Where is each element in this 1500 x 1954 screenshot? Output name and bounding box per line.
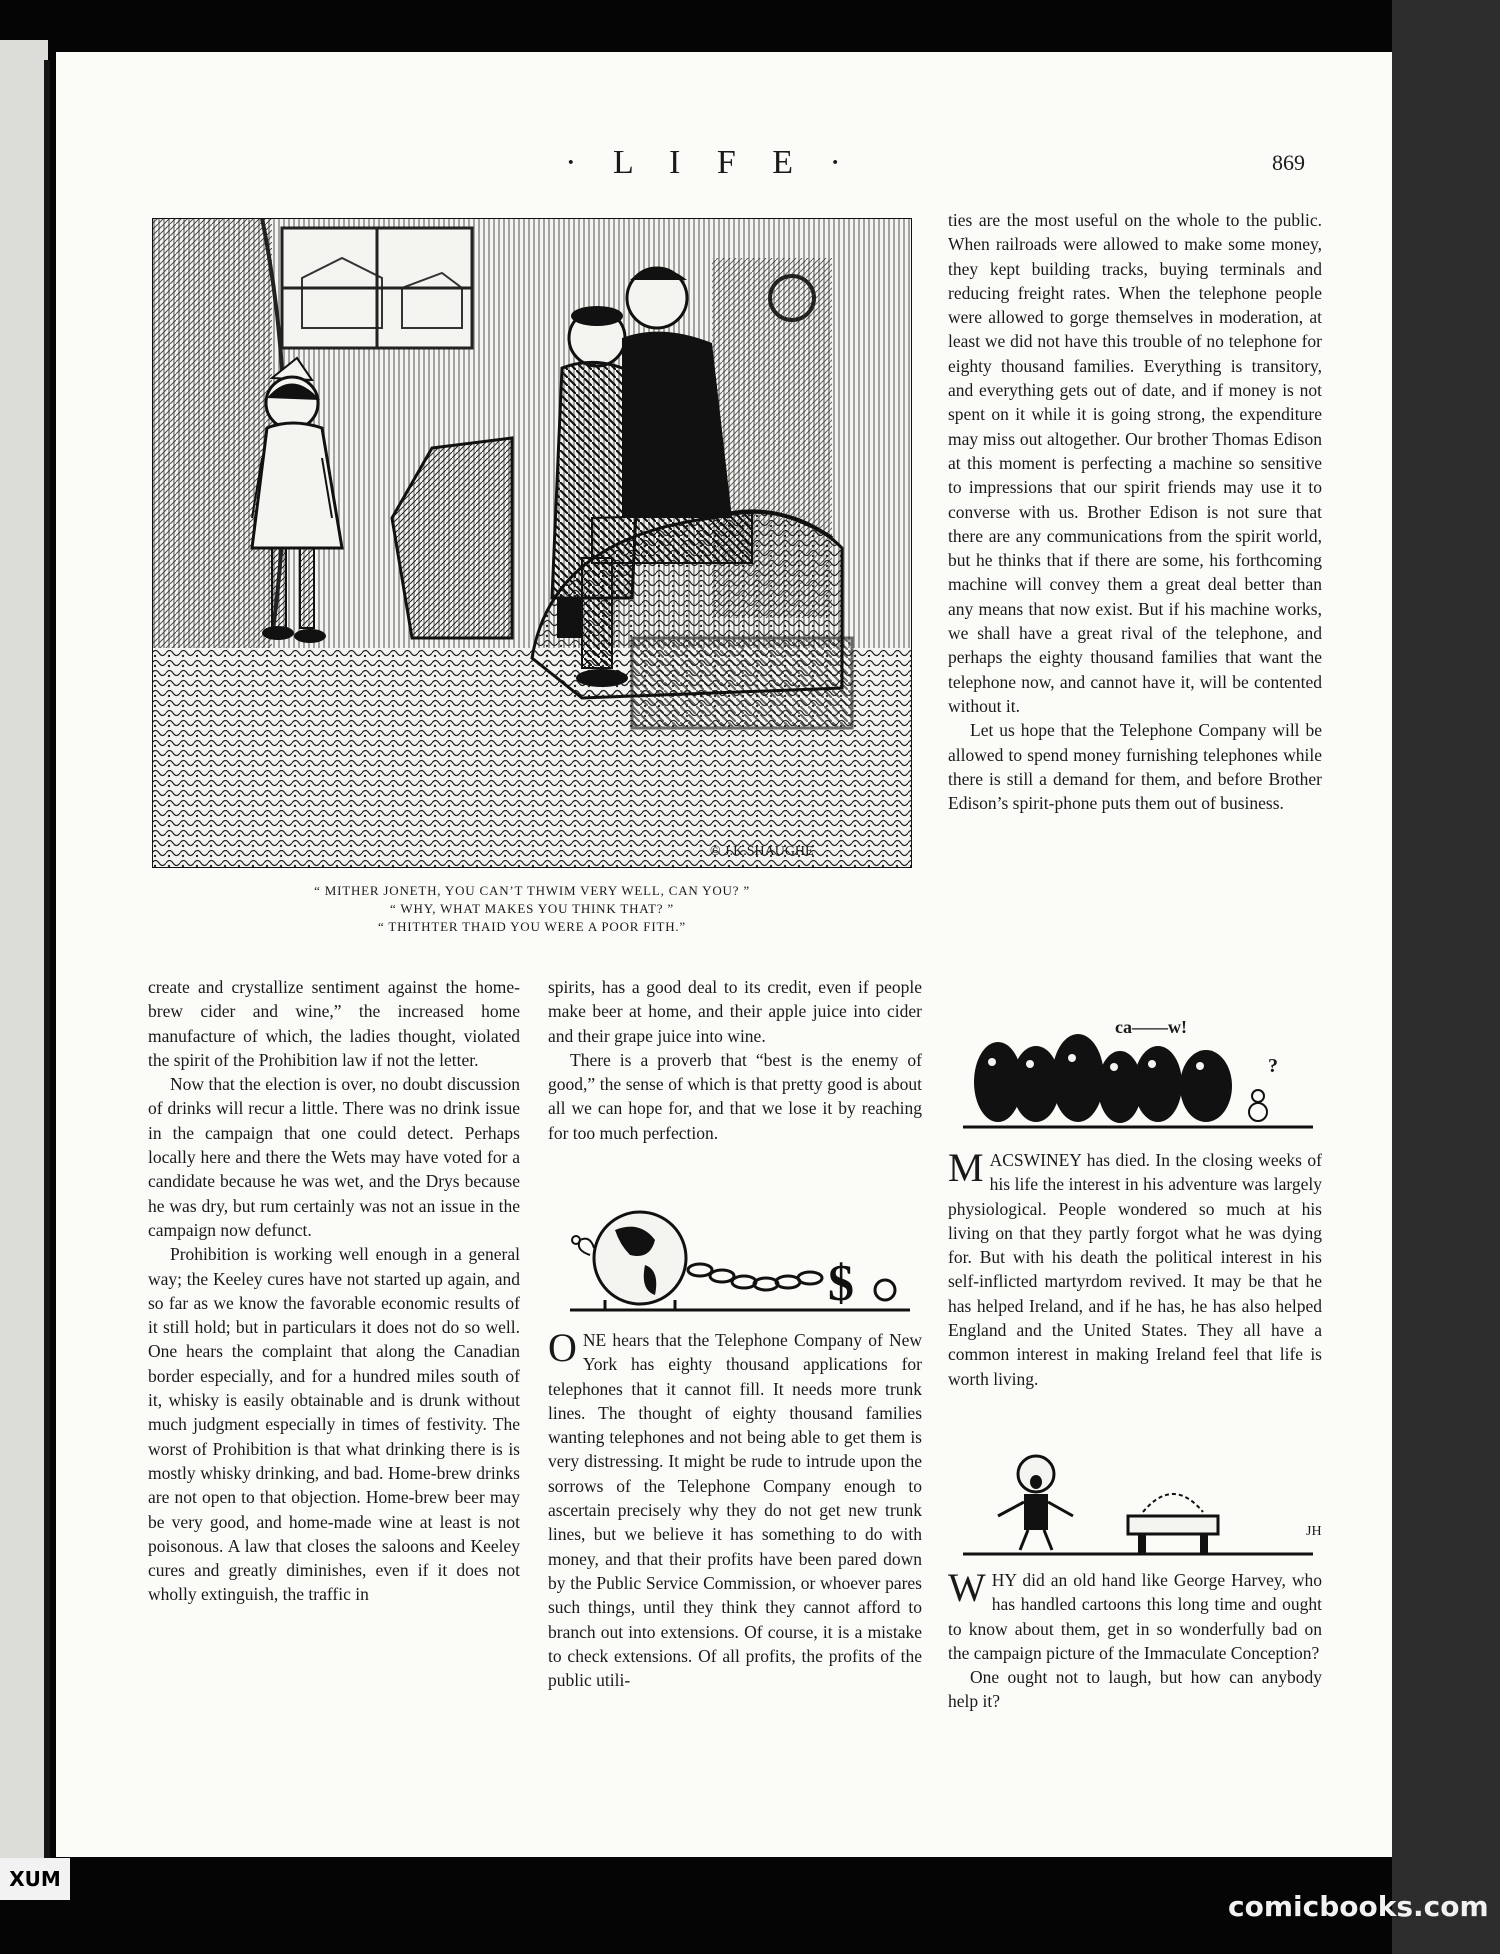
masthead: · L I F E · (565, 144, 855, 181)
drop-cap-o: O (548, 1325, 577, 1370)
col2-paragraph-3: ONE hears that the Telephone Company of New York has eighty thousand applications for telephones that it cannot fill. It needs more trunk lines. The thought of eighty thousand families wanting telephones and not being able to get them is very distressing. It might be rude to intrude upon the sorrows of the Telephone Company enough to ascertain precisely why they do not get new trunk lines, but we believe it has something to do with money, and that their profits have been pared down by the Public Service Commission, or whoever pares such things, until they think they cannot afford to branch out into extensions. Of course, it is a mistake to check extensions. Of all profits, the profits of the public utili- (548, 1325, 922, 1691)
svg-text:$: $ (828, 1255, 854, 1312)
col3-paragraph-4: WHY did an old hand like George Harvey, who has handled cartoons this long time and ought to know about them, get in so wonderfully bad on the campaign picture of the Immaculate Conception? (948, 1565, 1322, 1663)
col3-paragraph-2: Let us hope that the Telephone Company will be allowed to spend money furnishing telephones while there is still a demand for them, and before Brother Edison’s spirit-phone puts them out of business. (948, 720, 1322, 814)
drop-cap-m: M (948, 1145, 984, 1190)
col1-paragraph-1: create and crystallize sentiment against the home-brew cider and wine,” the increased home manufacture of which, the ladies thought, violated the spirit of the Prohibition law if not the letter. (148, 977, 520, 1070)
crow-speech: ca——w! (1115, 1017, 1187, 1037)
adjacent-page-edge (0, 40, 48, 1885)
globe-chain-drawing (560, 1200, 920, 1320)
column-3-harvey (948, 1565, 1322, 1714)
col1-paragraph-2: Now that the election is over, no doubt discussion of drinks will recur a little. There was no drink issue in the campaign that one could detect. Perhaps locally here and there the Wets may have voted for a candidate because he was wet, and the Drys because he was dry, but rum certainly was not an issue in the campaign now defunct. (148, 1074, 520, 1240)
scan-badge: XUM (0, 1858, 70, 1900)
cartoon-caption (152, 882, 912, 936)
caption-line-1: “ MITHER JONETH, YOU CAN’T THWIM VERY WELL, CAN YOU? ” (314, 883, 750, 898)
drawing-signature: JH (1306, 1524, 1322, 1539)
col2-paragraph-2: There is a proverb that “best is the enemy of good,” the sense of which is that pretty good is about all we can hope for, and that we lose it by reaching for too much perfection. (548, 1049, 922, 1143)
caption-line-2: “ WHY, WHAT MAKES YOU THINK THAT? ” (390, 901, 674, 916)
drop-cap-w: W (948, 1565, 986, 1610)
column-2-telephone (548, 1325, 922, 1692)
col3-paragraph-5: One ought not to laugh, but how can anybody help it? (948, 1667, 1322, 1712)
site-watermark: comicbooks.com (1228, 1890, 1489, 1923)
column-3 (948, 208, 1322, 815)
column-2 (548, 975, 922, 1145)
col3-paragraph-3: MACSWINEY has died. In the closing weeks of his life the interest in his adventure was largely physiological. People wondered so much at his living on that they partly forgot what he was dying for. But with his death the political interest in his self-inflicted martyrdom revived. It may be that he has helped Ireland, and if he has, he has also helped England and the United States. They all have a common interest in making Ireland feel that life is worth living. (948, 1145, 1322, 1389)
col3-paragraph-1: ties are the most useful on the whole to the public. When railroads were allowed to make some money, they kept building tracks, buying terminals and reducing freight rates. When the telephone people were allowed to gorge themselves in moderation, at least we did not have this trouble of no telephone for eighty thousand families. Everything is transitory, and everything gets out of date, and if money is not spent on it while it is going strong, the expenditure may miss out altogether. Our brother Thomas Edison at this moment is perfecting a machine so sensitive to impressions that our spirit friends may use it to converse with us. Brother Edison is not sure that there are any communications from the spirit world, but he thinks that if there are some, his forthcoming machine will convey them a great deal better than any means that now exist. But if his machine works, we shall have a great rival of the telephone, and perhaps the eighty thousand families that want the telephone now, and cannot have it, will be contented without it. (948, 210, 1322, 716)
column-3-macswiney (948, 1145, 1322, 1391)
col2-paragraph-1: spirits, has a good deal to its credit, even if people make beer at home, and their apple juice into cider and their grape juice into wine. (548, 977, 922, 1046)
crow-question-mark: ? (1268, 1055, 1278, 1077)
caption-line-3: “ THITHTER THAID YOU WERE A POOR FITH.” (377, 919, 687, 934)
page-gutter-shadow (44, 60, 50, 1860)
cartoon-illustration (152, 218, 912, 868)
page-number: 869 (1272, 150, 1305, 175)
laughing-man-drawing (958, 1446, 1318, 1558)
cartoon-signature: © J.K.SHAUGHE (710, 844, 814, 859)
scan-border (1392, 0, 1500, 1954)
col1-paragraph-3: Prohibition is working well enough in a general way; the Keeley cures have not started up again, and so far as we know the favorable economic results of it still hold; but in particulars it does not do so well. One hears the complaint that along the Canadian border especially, and for a hundred miles south of it, whisky is easily obtainable and is drunk without much judgment especially in times of festivity. The worst of Prohibition is that what drinking there is is mostly whisky drinking, and bad. Home-brew drinks are not open to that objection. Home-brew beer may be very good, and home-made wine at least is not poisonous. A law that closes the saloons and Keeley cures and greatly diminishes, even if it does not wholly extinguish, the traffic in (148, 1244, 520, 1605)
column-1 (148, 975, 520, 1607)
